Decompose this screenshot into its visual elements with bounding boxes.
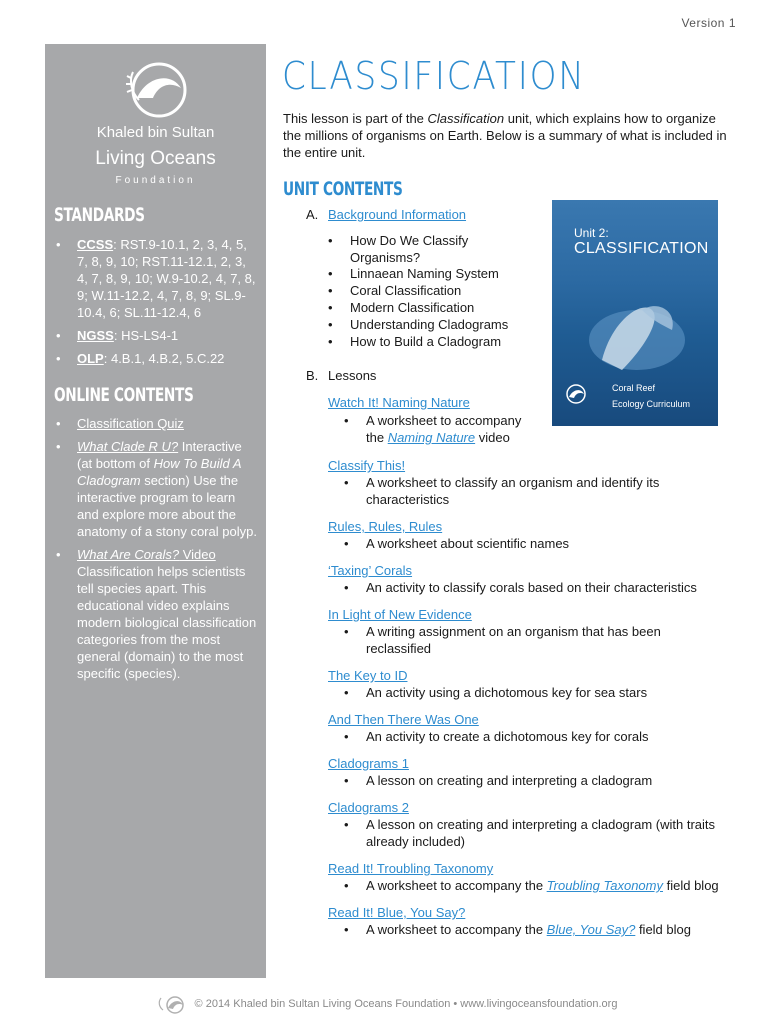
unit-contents-heading: UNIT CONTENTS (283, 178, 403, 200)
lesson-desc: • A worksheet to accompany the Blue, You Say? field blog (366, 921, 736, 938)
lesson-desc: • A worksheet to accompany the Naming Nature video (366, 412, 536, 446)
standards-heading: STANDARDS (54, 204, 145, 226)
version-label: Version 1 (681, 16, 736, 30)
corals-video-link[interactable]: What Are Corals? (77, 547, 180, 562)
standard-ngss: • NGSS: HS-LS4-1 (54, 327, 259, 344)
topic-item: • How Do We Classify Organisms? (350, 232, 530, 266)
coral-photo-graphic (582, 280, 692, 380)
online-item: • What Clade R U? Interactive (at bottom of How To Build A Cladogram section) Use the interactive program to learn and explore more about the anatomy of a stony coral polyp. (54, 438, 259, 540)
standard-ccss: • CCSS: RST.9-10.1, 2, 3, 4, 5, 7, 8, 9, 10; RST.11-12.1, 2, 3, 4, 7, 8, 9, 10; W.9-10.2, 4, 7, 8, 9; W.11-12.2, 4, 7, 8, 9; SL.9-10.4, 6; SL.11-12.4, 6 (54, 236, 259, 321)
topic-item: • Understanding Cladograms (350, 316, 508, 333)
cover-unit-label: Unit 2: (574, 226, 609, 240)
lesson-link[interactable]: Read It! Blue, You Say? (328, 905, 466, 920)
section-b-letter: B. (306, 368, 319, 383)
blue-you-say-link[interactable]: Blue, You Say? (546, 922, 636, 937)
cover-curriculum-line1: Coral Reef (612, 383, 656, 393)
topic-item: • Linnaean Naming System (350, 265, 499, 282)
lesson-link[interactable]: ‘Taxing’ Corals (328, 563, 413, 578)
troubling-taxonomy-link[interactable]: Troubling Taxonomy (546, 878, 663, 893)
cover-logo-icon (562, 382, 602, 412)
lesson-desc: • A writing assignment on an organism that has been reclassified (366, 623, 686, 657)
page-title: CLASSIFICATION (282, 54, 586, 98)
background-info-link[interactable]: Background Information (328, 207, 467, 222)
lesson-desc: • A worksheet to accompany the Troubling Taxonomy field blog (366, 877, 736, 894)
lesson-link[interactable]: Watch It! Naming Nature (328, 395, 470, 410)
quiz-link[interactable]: Classification Quiz (77, 416, 184, 431)
topic-item: • How to Build a Cladogram (350, 333, 501, 350)
lesson-desc: • A worksheet to classify an organism and identify its characteristics (366, 474, 706, 508)
lesson-link[interactable]: Read It! Troubling Taxonomy (328, 861, 494, 876)
lesson-link[interactable]: The Key to ID (328, 668, 408, 683)
section-b-title: Lessons (328, 368, 377, 383)
lesson-link[interactable]: And Then There Was One (328, 712, 479, 727)
lesson-desc: • An activity to create a dichotomous key for corals (366, 728, 706, 745)
unit-cover-image (552, 200, 718, 426)
topic-item: • Modern Classification (350, 299, 474, 316)
online-item: • What Are Corals? Video Classification helps scientists tell species apart. This educational video explains modern biological classification categories from the most general (domain) to the most specific (species). (54, 546, 259, 682)
lesson-desc: • An activity using a dichotomous key for sea stars (366, 684, 706, 701)
logo-line2: Living Oceans (95, 148, 216, 169)
standard-olp: • OLP: 4.B.1, 4.B.2, 5.C.22 (54, 350, 259, 367)
cover-curriculum-line2: Ecology Curriculum (612, 399, 691, 409)
online-contents-heading: ONLINE CONTENTS (54, 384, 194, 406)
lesson-link[interactable]: Cladograms 1 (328, 756, 409, 771)
lesson-desc: • A worksheet about scientific names (366, 535, 706, 552)
logo-line1: Khaled bin Sultan (96, 124, 215, 141)
lesson-link[interactable]: Rules, Rules, Rules (328, 519, 443, 534)
footer-text: © 2014 Khaled bin Sultan Living Oceans Foundation • www.livingoceansfoundation.org (194, 997, 618, 1010)
intro-text: This lesson is part of the Classification unit, which explains how to organize the millions of organisms on Earth. Below is a summary of what is included in the entire unit. (283, 111, 727, 160)
lesson-desc: • A lesson on creating and interpreting a cladogram (366, 772, 706, 789)
lesson-link[interactable]: Classify This! (328, 458, 406, 473)
section-a-letter: A. (306, 207, 319, 222)
cover-title: CLASSIFICATION (574, 240, 709, 257)
clade-link[interactable]: What Clade R U? (77, 439, 179, 454)
lesson-link[interactable]: In Light of New Evidence (328, 607, 472, 622)
lesson-desc: • A lesson on creating and interpreting a cladogram (with traits already included) (366, 816, 726, 850)
lesson-desc: • An activity to classify corals based on their characteristics (366, 579, 746, 596)
topic-item: • Coral Classification (350, 282, 461, 299)
logo-line3: Foundation (115, 175, 196, 186)
naming-nature-link[interactable]: Naming Nature (387, 430, 476, 445)
footer (0, 994, 770, 1014)
lesson-link[interactable]: Cladograms 2 (328, 800, 409, 815)
footer-logo-icon (153, 994, 189, 1014)
